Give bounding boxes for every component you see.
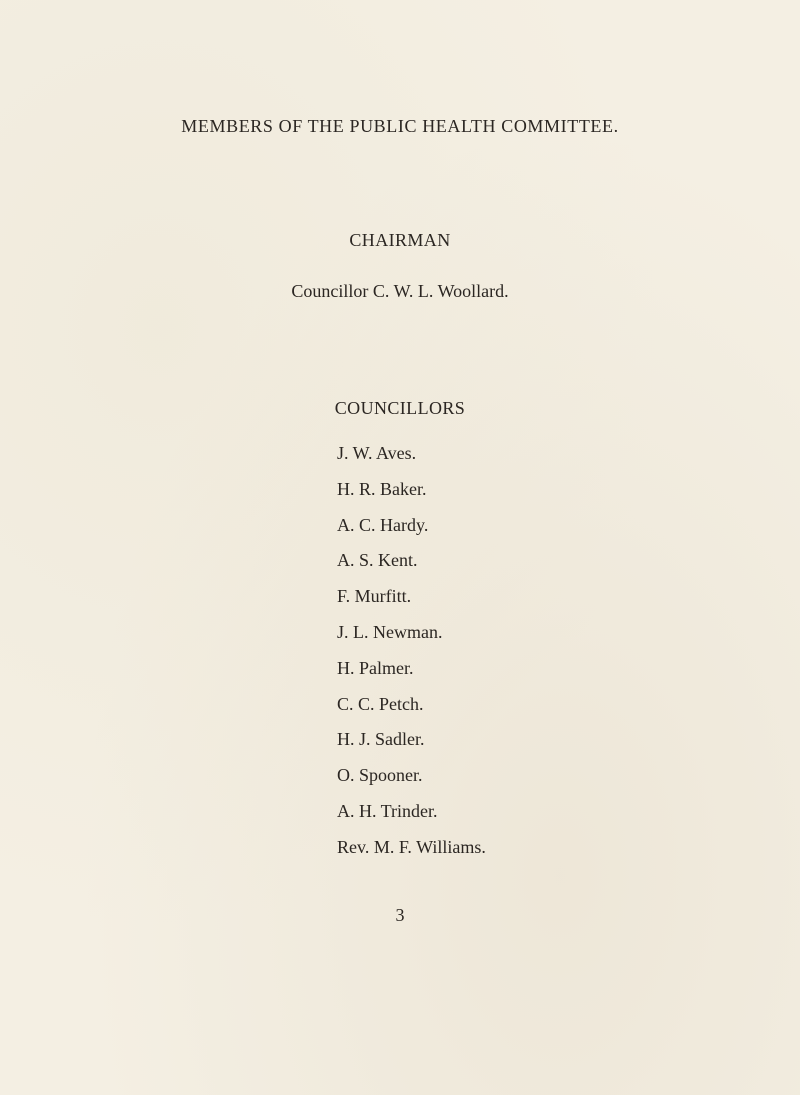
document-title: MEMBERS OF THE PUBLIC HEALTH COMMITTEE. bbox=[181, 116, 619, 136]
councillor-name: A. S. Kent. bbox=[337, 550, 418, 571]
councillor-name: F. Murfitt. bbox=[337, 586, 412, 607]
councillor-name: H. J. Sadler. bbox=[337, 729, 425, 750]
councillor-list bbox=[337, 441, 486, 871]
councillor-name: H. Palmer. bbox=[337, 657, 414, 678]
councillor-name: A. H. Trinder. bbox=[337, 800, 438, 821]
chairman-heading: CHAIRMAN bbox=[349, 230, 451, 250]
councillor-name: J. L. Newman. bbox=[337, 621, 443, 642]
councillor-name: J. W. Aves. bbox=[337, 443, 417, 463]
page-number: 3 bbox=[395, 905, 405, 925]
chairman-name: Councillor C. W. L. Woollard. bbox=[291, 281, 509, 301]
councillor-name: H. R. Baker. bbox=[337, 478, 427, 499]
councillor-name: A. C. Hardy. bbox=[337, 514, 429, 535]
councillor-name: O. Spooner. bbox=[337, 765, 423, 786]
councillors-heading: COUNCILLORS bbox=[334, 398, 466, 418]
councillor-name: C. C. Petch. bbox=[337, 693, 424, 714]
councillor-name: Rev. M. F. Williams. bbox=[337, 836, 486, 857]
